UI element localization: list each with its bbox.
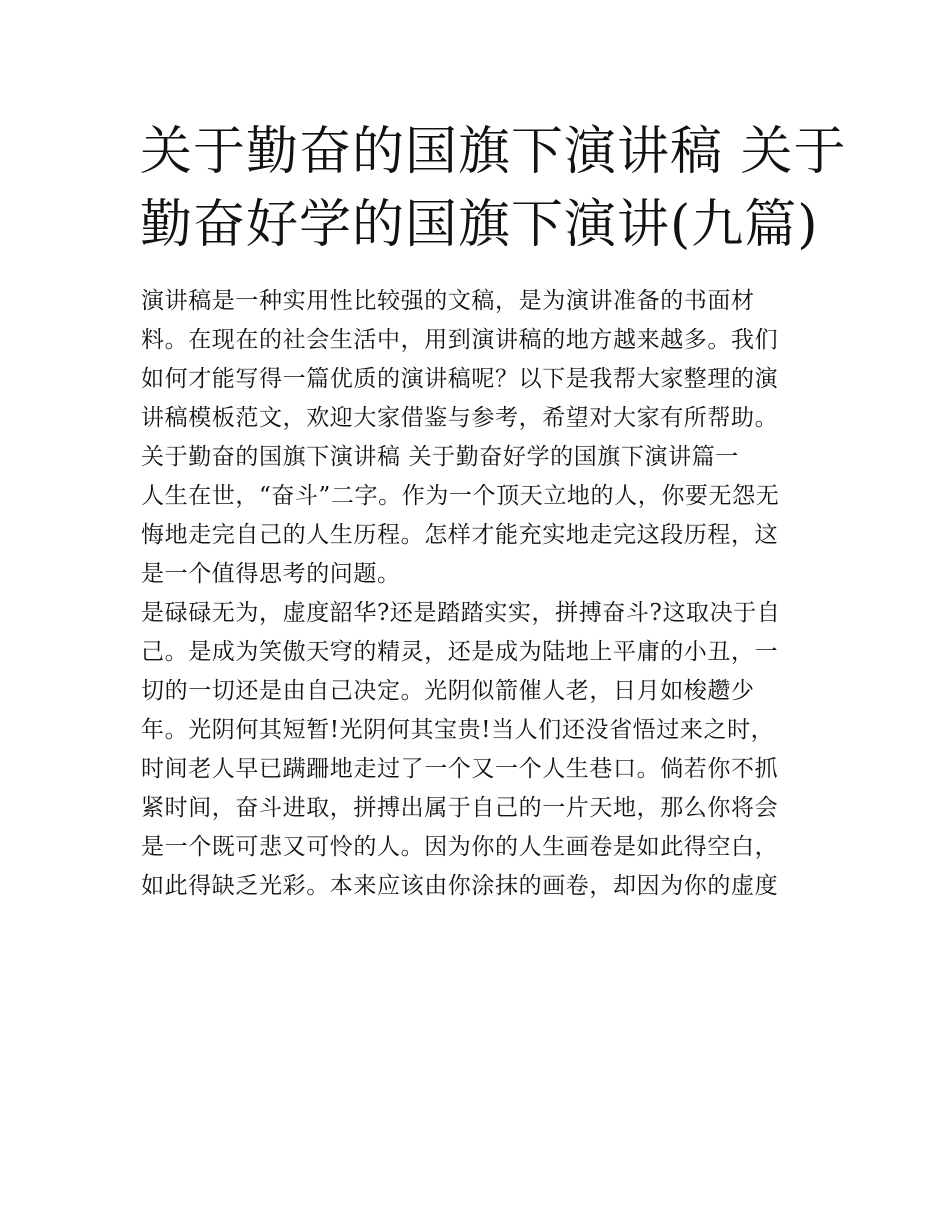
body-line: 切的一切还是由自己决定。光阴似箭催人老，日月如梭趱少 — [141, 678, 755, 704]
body-line: 紧时间，奋斗进取，拼搏出属于自己的一片天地，那么你将会 — [141, 795, 779, 821]
body-line: 悔地走完自己的人生历程。怎样才能充实地走完这段历程，这 — [141, 522, 779, 548]
document-title — [140, 116, 847, 262]
title-line-1: 关于勤奋的国旗下演讲稿 关于 — [140, 122, 847, 182]
body-line: 时间老人早已蹒跚地走过了一个又一个人生巷口。倘若你不抓 — [141, 756, 779, 782]
document-body — [141, 282, 821, 906]
body-line: 如此得缺乏光彩。本来应该由你涂抹的画卷，却因为你的虚度 — [141, 873, 779, 899]
body-line: 演讲稿是一种实用性比较强的文稿，是为演讲准备的书面材 — [141, 288, 755, 314]
title-line-2: 勤奋好学的国旗下演讲(九篇) — [140, 195, 819, 255]
body-line: 年。光阴何其短暂!光阴何其宝贵!当人们还没省悟过来之时， — [141, 717, 775, 743]
body-line: 是一个既可悲又可怜的人。因为你的人生画卷是如此得空白， — [141, 834, 779, 860]
body-line: 己。是成为笑傲天穹的精灵，还是成为陆地上平庸的小丑，一 — [141, 639, 779, 665]
body-line: 是一个值得思考的问题。 — [141, 561, 401, 587]
body-line: 讲稿模板范文，欢迎大家借鉴与参考，希望对大家有所帮助。 — [141, 405, 779, 431]
body-line: 料。在现在的社会生活中，用到演讲稿的地方越来越多。我们 — [141, 327, 779, 353]
body-line: 如何才能写得一篇优质的演讲稿呢？以下是我帮大家整理的演 — [141, 366, 779, 392]
section-heading: 关于勤奋的国旗下演讲稿 关于勤奋好学的国旗下演讲篇一 — [141, 444, 739, 470]
body-line: 是碌碌无为，虚度韶华?还是踏踏实实，拼搏奋斗?这取决于自 — [141, 600, 781, 626]
body-line: 人生在世，“奋斗”二字。作为一个顶天立地的人，你要无怨无 — [141, 483, 780, 509]
